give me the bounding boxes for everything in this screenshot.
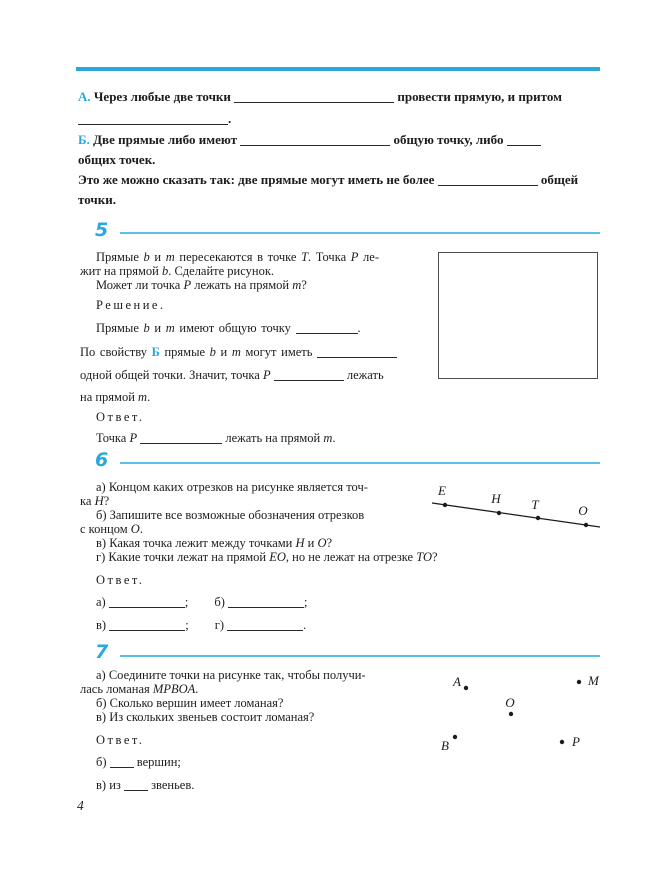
answer-label: Ответ. <box>96 573 145 587</box>
answer-row: б) вершин; <box>96 755 181 769</box>
figure-line-EHTO <box>428 483 608 543</box>
text-line: По свойству Б прямые b и m могут иметь <box>80 344 432 359</box>
fill-in-blank <box>124 779 148 791</box>
text-line: Может ли точка P лежать на прямой m? <box>96 278 307 292</box>
point-P <box>560 740 564 744</box>
point-label-E: E <box>438 483 446 498</box>
solution-label: Решение. <box>96 298 166 312</box>
point-label-O: O <box>505 695 515 710</box>
text-line: г) Какие точки лежат на прямой EO, но не лежат на отрезке TO? <box>96 550 438 564</box>
task-6-number: 6 <box>95 449 109 471</box>
answer-row: в) из звеньев. <box>96 778 195 792</box>
intro-line: А. Через любые две точки провести прямую, и притом <box>78 89 562 104</box>
intro-line: общих точек. <box>78 152 156 167</box>
fill-in-blank <box>240 134 390 146</box>
text-line: одной общей точки. Значит, точка P лежать <box>80 368 384 382</box>
fill-in-blank <box>228 596 304 608</box>
section-top-rule <box>76 67 600 71</box>
intro-section <box>78 86 602 210</box>
point-M <box>577 680 581 684</box>
figure-svg <box>430 664 640 759</box>
drawing-box <box>438 252 598 379</box>
answer-row: в) ; г) . <box>96 618 307 632</box>
point-O <box>509 712 513 716</box>
point-label-H: H <box>491 491 501 506</box>
text-line: а) Соедините точки на рисунке так, чтобы получи- <box>96 668 366 682</box>
answer-row: а) ; б) ; <box>96 595 308 609</box>
intro-line: . <box>78 108 602 130</box>
fill-in-blank <box>274 369 344 381</box>
text-line: Прямые b и m имеют общую точку . <box>96 321 361 335</box>
task-5-rule <box>120 232 600 234</box>
intro-line: Б. Две прямые либо имеют общую точку, либо <box>78 130 602 150</box>
fill-in-blank <box>234 91 394 103</box>
text-line: Точка P лежать на прямой m. <box>96 431 336 445</box>
point-label-O: O <box>578 503 588 518</box>
task-7-body <box>80 668 432 792</box>
point-A <box>464 686 468 690</box>
fill-in-blank <box>317 346 397 358</box>
point-T <box>536 516 540 520</box>
fill-in-blank <box>507 134 541 146</box>
straight-line <box>432 503 600 527</box>
intro-line: Это же можно сказать так: две прямые могут иметь не более общей <box>78 172 579 187</box>
point-label-M: M <box>588 673 599 688</box>
page-number: 4 <box>77 798 84 813</box>
text-line: жит на прямой b. Сделайте рисунок. <box>80 264 275 278</box>
figure-points-MPBOA <box>430 664 640 764</box>
fill-in-blank <box>110 756 134 768</box>
point-E <box>443 503 447 507</box>
task-5-body <box>80 246 432 445</box>
point-label-T: T <box>531 497 539 512</box>
point-label-B: B <box>441 738 449 753</box>
point-O <box>584 523 588 527</box>
task-6-rule <box>120 462 600 464</box>
fill-in-blank <box>109 596 185 608</box>
point-B <box>453 735 457 739</box>
fill-in-blank <box>227 619 303 631</box>
text-line: а) Концом каких отрезков на рисунке является точ- <box>96 480 368 494</box>
intro-line: точки. <box>78 192 116 207</box>
text-line: Прямые b и m пересекаются в точке T. Точка P ле- <box>96 250 379 264</box>
point-label-A: A <box>453 674 461 689</box>
text-line: лась ломаная MPBOA. <box>80 682 199 696</box>
text-line: на прямой m. <box>80 390 151 404</box>
fill-in-blank <box>296 322 358 334</box>
fill-in-blank <box>78 113 228 125</box>
figure-svg <box>428 483 608 538</box>
text-line: б) Запишите все возможные обозначения отрезков <box>96 508 365 522</box>
fill-in-blank <box>438 174 538 186</box>
fill-in-blank <box>140 432 222 444</box>
text-line: б) Сколько вершин имеет ломаная? <box>96 696 284 710</box>
text-line: ка H? <box>80 494 110 508</box>
task-5-number: 5 <box>95 219 109 241</box>
task-7-rule <box>120 655 600 657</box>
text-line: в) Из скольких звеньев состоит ломаная? <box>96 710 315 724</box>
fill-in-blank <box>109 619 185 631</box>
point-H <box>497 511 501 515</box>
answer-label: Ответ. <box>96 733 145 747</box>
point-label-P: P <box>572 734 580 749</box>
answer-label: Ответ. <box>96 410 145 424</box>
task-7-number: 7 <box>95 641 109 663</box>
text-line: в) Какая точка лежит между точками H и O? <box>96 536 333 550</box>
text-line: с концом O. <box>80 522 143 536</box>
